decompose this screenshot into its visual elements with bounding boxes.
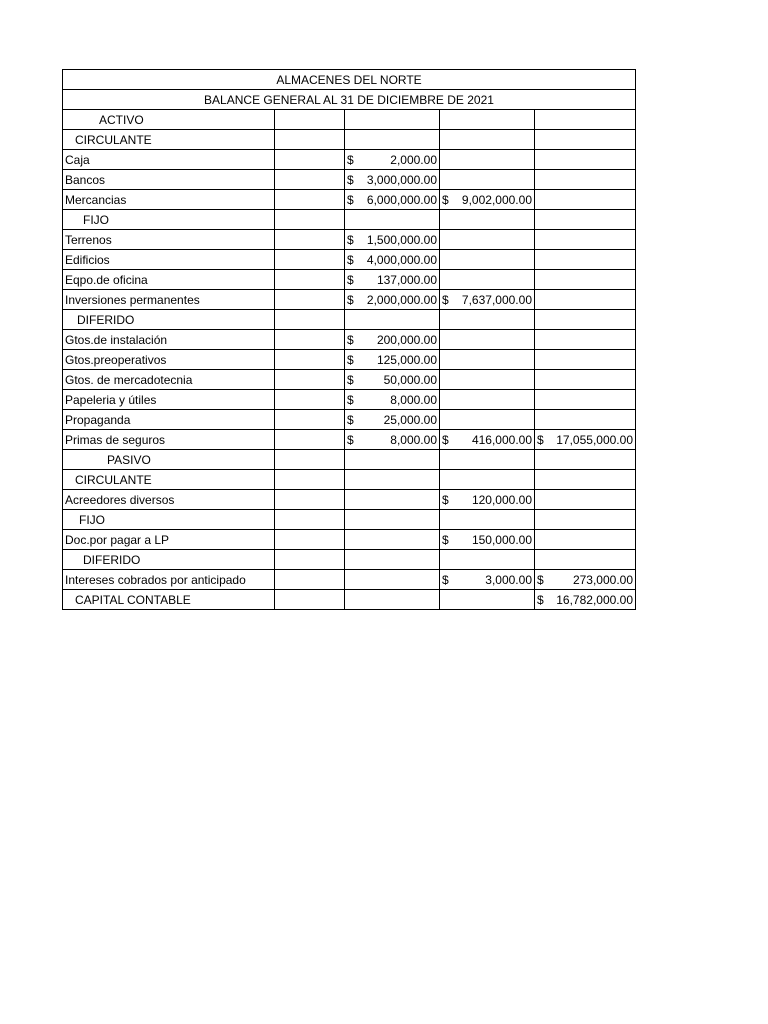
account-label: DIFERIDO: [63, 550, 275, 570]
amount-value: 3,000,000.00: [366, 172, 437, 187]
account-label: DIFERIDO: [63, 310, 275, 330]
amount-value: 7,637,000.00: [461, 292, 532, 307]
amount-cell: [345, 470, 440, 490]
subtitle-row: [63, 90, 636, 110]
currency-symbol: $: [347, 232, 354, 247]
amount-cell: [275, 550, 345, 570]
amount-cell: [535, 130, 636, 150]
amount-cell: [345, 350, 440, 370]
amount-cell: [345, 430, 440, 450]
account-label: Doc.por pagar a LP: [63, 530, 275, 550]
balance-sheet-table: [62, 69, 636, 610]
amount-cell: [345, 390, 440, 410]
amount-cell: [275, 390, 345, 410]
amount-cell: [440, 270, 535, 290]
amount-cell: [440, 150, 535, 170]
account-label: Acreedores diversos: [63, 490, 275, 510]
table-row: [63, 270, 636, 290]
table-row: [63, 170, 636, 190]
amount-cell: [345, 510, 440, 530]
amount-value: 4,000,000.00: [366, 252, 437, 267]
amount-value: 17,055,000.00: [556, 432, 633, 447]
amount-cell: [275, 450, 345, 470]
table-row: [63, 110, 636, 130]
currency-symbol: $: [347, 192, 354, 207]
amount-cell: [535, 510, 636, 530]
title-row: [63, 70, 636, 90]
amount-cell: [535, 330, 636, 350]
amount-cell: [275, 310, 345, 330]
amount-cell: [535, 290, 636, 310]
amount-value: 8,000.00: [390, 432, 437, 447]
currency-symbol: $: [347, 372, 354, 387]
amount-cell: [275, 590, 345, 610]
amount-value: 8,000.00: [390, 392, 437, 407]
amount-value: 1,500,000.00: [366, 232, 437, 247]
currency-symbol: $: [347, 152, 354, 167]
amount-cell: [275, 130, 345, 150]
currency-symbol: $: [347, 272, 354, 287]
table-row: [63, 210, 636, 230]
currency-symbol: $: [347, 352, 354, 367]
amount-cell: [275, 290, 345, 310]
amount-cell: [275, 250, 345, 270]
currency-symbol: $: [442, 532, 449, 547]
amount-cell: [275, 350, 345, 370]
amount-cell: [535, 450, 636, 470]
amount-cell: [440, 370, 535, 390]
table-row: [63, 490, 636, 510]
account-label: Edificios: [63, 250, 275, 270]
amount-cell: [440, 330, 535, 350]
amount-cell: [275, 470, 345, 490]
amount-cell: [440, 490, 535, 510]
amount-cell: [345, 590, 440, 610]
amount-cell: [440, 590, 535, 610]
amount-cell: [440, 210, 535, 230]
table-row: [63, 470, 636, 490]
table-row: [63, 410, 636, 430]
amount-cell: [275, 230, 345, 250]
amount-cell: [440, 310, 535, 330]
table-row: [63, 570, 636, 590]
amount-cell: [440, 110, 535, 130]
table-row: [63, 550, 636, 570]
amount-cell: [535, 350, 636, 370]
amount-cell: [345, 230, 440, 250]
statement-subtitle: BALANCE GENERAL AL 31 DE DICIEMBRE DE 2021: [63, 90, 636, 110]
account-label: Propaganda: [63, 410, 275, 430]
currency-symbol: $: [537, 592, 544, 607]
currency-symbol: $: [442, 572, 449, 587]
amount-cell: [345, 290, 440, 310]
amount-cell: [345, 450, 440, 470]
amount-cell: [440, 230, 535, 250]
account-label: Eqpo.de oficina: [63, 270, 275, 290]
account-label: Intereses cobrados por anticipado: [63, 570, 275, 590]
amount-cell: [345, 150, 440, 170]
amount-cell: [535, 190, 636, 210]
currency-symbol: $: [442, 492, 449, 507]
amount-cell: [345, 410, 440, 430]
account-label: Caja: [63, 150, 275, 170]
amount-cell: [440, 430, 535, 450]
table-row: [63, 230, 636, 250]
currency-symbol: $: [537, 432, 544, 447]
currency-symbol: $: [442, 192, 449, 207]
amount-cell: [535, 110, 636, 130]
amount-cell: [535, 410, 636, 430]
amount-cell: [535, 170, 636, 190]
amount-cell: [345, 530, 440, 550]
amount-cell: [535, 530, 636, 550]
table-row: [63, 430, 636, 450]
table-row: [63, 370, 636, 390]
amount-cell: [535, 270, 636, 290]
amount-value: 120,000.00: [471, 492, 532, 507]
amount-cell: [535, 370, 636, 390]
amount-cell: [440, 170, 535, 190]
company-title: ALMACENES DEL NORTE: [63, 70, 636, 90]
amount-cell: [275, 210, 345, 230]
amount-cell: [440, 510, 535, 530]
amount-value: 150,000.00: [471, 532, 532, 547]
amount-cell: [535, 210, 636, 230]
currency-symbol: $: [347, 172, 354, 187]
account-label: PASIVO: [63, 450, 275, 470]
amount-cell: [275, 570, 345, 590]
amount-value: 25,000.00: [383, 412, 437, 427]
currency-symbol: $: [347, 332, 354, 347]
amount-cell: [275, 270, 345, 290]
amount-cell: [275, 430, 345, 450]
amount-cell: [535, 390, 636, 410]
amount-cell: [345, 270, 440, 290]
account-label: CAPITAL CONTABLE: [63, 590, 275, 610]
table-row: [63, 530, 636, 550]
amount-cell: [275, 110, 345, 130]
amount-cell: [345, 250, 440, 270]
table-row: [63, 450, 636, 470]
account-label: CIRCULANTE: [63, 470, 275, 490]
amount-cell: [440, 390, 535, 410]
amount-value: 16,782,000.00: [556, 592, 633, 607]
amount-cell: [440, 410, 535, 430]
amount-value: 9,002,000.00: [461, 192, 532, 207]
account-label: Gtos.preoperativos: [63, 350, 275, 370]
table-row: [63, 390, 636, 410]
table-row: [63, 190, 636, 210]
amount-cell: [535, 310, 636, 330]
amount-cell: [535, 230, 636, 250]
amount-value: 50,000.00: [383, 372, 437, 387]
table-row: [63, 290, 636, 310]
account-label: ACTIVO: [63, 110, 275, 130]
amount-cell: [345, 210, 440, 230]
table-row: [63, 150, 636, 170]
table-row: [63, 350, 636, 370]
currency-symbol: $: [347, 252, 354, 267]
amount-cell: [345, 170, 440, 190]
amount-cell: [440, 190, 535, 210]
account-label: Terrenos: [63, 230, 275, 250]
table-row: [63, 510, 636, 530]
currency-symbol: $: [442, 432, 449, 447]
amount-cell: [345, 570, 440, 590]
table-row: [63, 130, 636, 150]
currency-symbol: $: [537, 572, 544, 587]
amount-cell: [275, 330, 345, 350]
amount-value: 273,000.00: [572, 572, 633, 587]
amount-cell: [535, 570, 636, 590]
amount-cell: [440, 450, 535, 470]
amount-cell: [345, 330, 440, 350]
amount-cell: [275, 490, 345, 510]
amount-value: 3,000.00: [485, 572, 532, 587]
amount-cell: [535, 150, 636, 170]
amount-cell: [535, 250, 636, 270]
amount-cell: [345, 370, 440, 390]
amount-cell: [345, 490, 440, 510]
currency-symbol: $: [347, 292, 354, 307]
amount-cell: [345, 310, 440, 330]
amount-value: 6,000,000.00: [366, 192, 437, 207]
amount-cell: [275, 530, 345, 550]
amount-cell: [345, 550, 440, 570]
amount-cell: [345, 110, 440, 130]
amount-value: 2,000,000.00: [366, 292, 437, 307]
account-label: Gtos. de mercadotecnia: [63, 370, 275, 390]
amount-cell: [440, 470, 535, 490]
amount-cell: [535, 490, 636, 510]
currency-symbol: $: [442, 292, 449, 307]
amount-cell: [275, 170, 345, 190]
account-label: Primas de seguros: [63, 430, 275, 450]
amount-cell: [535, 590, 636, 610]
account-label: Mercancias: [63, 190, 275, 210]
amount-cell: [345, 190, 440, 210]
amount-value: 137,000.00: [376, 272, 437, 287]
amount-cell: [535, 550, 636, 570]
account-label: Bancos: [63, 170, 275, 190]
amount-value: 2,000.00: [390, 152, 437, 167]
account-label: CIRCULANTE: [63, 130, 275, 150]
amount-cell: [440, 550, 535, 570]
amount-value: 200,000.00: [376, 332, 437, 347]
amount-cell: [275, 150, 345, 170]
account-label: Gtos.de instalación: [63, 330, 275, 350]
amount-cell: [440, 250, 535, 270]
account-label: Inversiones permanentes: [63, 290, 275, 310]
account-label: FIJO: [63, 210, 275, 230]
amount-cell: [275, 410, 345, 430]
amount-cell: [440, 350, 535, 370]
amount-cell: [440, 130, 535, 150]
table-row: [63, 250, 636, 270]
table-row: [63, 590, 636, 610]
amount-cell: [440, 570, 535, 590]
table-row: [63, 330, 636, 350]
currency-symbol: $: [347, 432, 354, 447]
amount-cell: [275, 510, 345, 530]
currency-symbol: $: [347, 392, 354, 407]
amount-cell: [345, 130, 440, 150]
amount-cell: [535, 470, 636, 490]
amount-value: 125,000.00: [376, 352, 437, 367]
amount-cell: [440, 290, 535, 310]
amount-value: 416,000.00: [471, 432, 532, 447]
amount-cell: [275, 190, 345, 210]
account-label: FIJO: [63, 510, 275, 530]
amount-cell: [275, 370, 345, 390]
amount-cell: [535, 430, 636, 450]
currency-symbol: $: [347, 412, 354, 427]
amount-cell: [440, 530, 535, 550]
table-row: [63, 310, 636, 330]
account-label: Papeleria y útiles: [63, 390, 275, 410]
